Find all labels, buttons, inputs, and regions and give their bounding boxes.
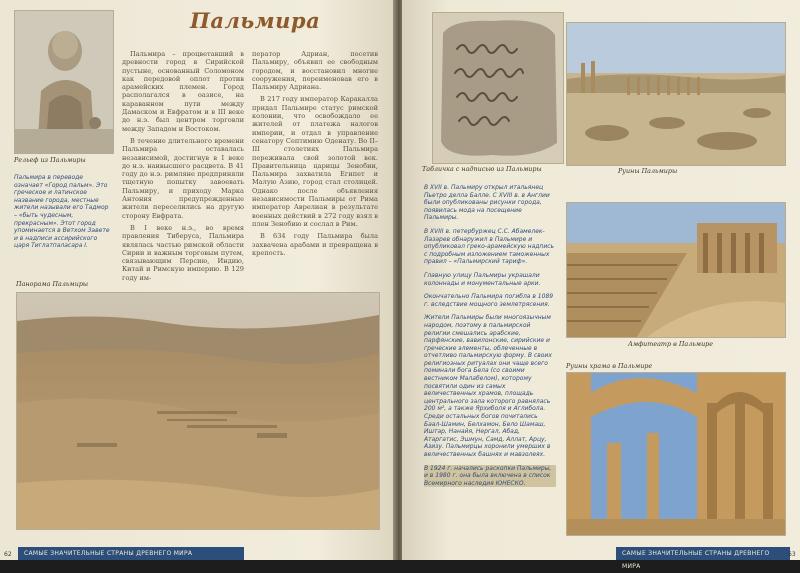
footer-bar — [18, 547, 244, 560]
temple-image — [567, 373, 785, 535]
note-text: Главную улицу Пальмиры украшали колоннады и монументальные арки. — [424, 271, 541, 287]
ruins-caption: Руины Пальмиры — [618, 167, 678, 175]
footer-text: САМЫЕ ЗНАЧИТЕЛЬНЫЕ СТРАНЫ ДРЕВНЕГО МИРА — [622, 550, 770, 570]
text-column-2 — [252, 50, 378, 261]
paragraph: ператор Адриан, посетив Пальмиру, объявил ее свободным городом, и восстановил многие сооружения, переименовав его в Пальмиру Адриана. — [252, 50, 378, 92]
ruins-photo — [566, 22, 786, 166]
right-notes — [424, 184, 556, 493]
relief-caption: Рельеф из Пальмиры — [14, 156, 86, 164]
footer-bar — [616, 547, 790, 570]
amphitheater-caption: Амфитеатр в Пальмире — [628, 340, 714, 348]
left-page — [0, 0, 396, 560]
panorama-image — [17, 293, 379, 529]
temple-caption: Руины храма в Пальмире — [566, 362, 653, 370]
note-text: В XVII в. Пальмиру открыл итальянец Пьетро делла Балле. С XVIII в. в Англии были опубликованы рисунки города, появилась мода на посещение Пальмиры. — [424, 184, 550, 222]
panorama-caption: Панорама Пальмиры — [16, 280, 89, 288]
text-column-1 — [122, 50, 244, 286]
note-text: В 1924 г. начались раскопки Пальмиры, и в 1980 г. она была включена в список Всемирного наследия ЮНЕСКО. — [424, 465, 556, 488]
paragraph: В 217 году император Каракалла придал Пальмире статус римской колонии, что освобождало ее жителей от платежа налогов империи, и отдал в управление сенатору Септимию Оденату. Во II–III столетиях Пальмира переживала свой золотой век. Правительница царицы Зенобии, Пальмира захватила Египет и Малую Азию, город стал столицей. Однако после объявления независимости Пальмиры от Рима император Аврелиан в результате военных действий в 272 году взял в плен Зенобию и сослал в Рим. — [252, 95, 378, 228]
palmyra-name-note — [14, 174, 112, 256]
paragraph: Пальмира – процветавший в древности город в Сирийской пустыне, основанный Соломоном как передовой оплот против арамейских племен. Город располагался в оазисе, на караванном пути между Дамаском и Евфратом и в III веке до н.э. был центром торговли между Западом и Востоком. — [122, 50, 244, 133]
relief-image — [15, 11, 113, 153]
tablet-caption: Табличка с надписью из Пальмиры — [422, 165, 542, 173]
paragraph: В течение длительного времени Пальмира оставалась независимой, достигнув в I веке до н.э. наивысшего расцвета. В 41 году до н.э. римляне предприняли тщетную попытку завоевать Пальмиру, и приходу Марка Антония предупрежденные жители переселились на другую сторону Евфрата. — [122, 136, 244, 220]
page-title: Пальмира — [190, 8, 321, 33]
tablet-image — [433, 13, 563, 163]
note-text: Окончательно Пальмира погибла в 1089 г. вследствие мощного землетрясения. — [424, 293, 554, 308]
page-number: 62 — [4, 551, 12, 558]
paragraph: В I веке н.э., во время правления Тиберуса, Пальмира являлась частью римской области Сирии и важным торговым путем, связывающим Персию, Индию, Китай и Римскую империю. В 129 году им- — [122, 223, 244, 282]
note-text: Жители Пальмиры были многоязычным народом, поэтому в пальмирской религии смешались арабские, парфянские, вавилонские, сирийские и греческие элементы, облеченные в отчетливо пальмирскую форму. В своих религиозных ритуалах они чаще всего поминали бога Бела (со своими вестником Малабелом), которому посвятили один из самых величественных храмов, площадь центрального зала которого равнялась 200 м², а также Ярхиболя и Аглибола. Среди остальных богов почитались Баал-Шамин, Белхамон, Бело Шамаш, Иштар, Нанайя, Нергал, Абад, Атаргатис, Эшмун, Самд, Аллат, Арцу, Азизу. Пальмирцы хоронили умерших в величественных башнях и мавзолеях. — [424, 314, 552, 458]
temple-photo — [566, 372, 786, 536]
footer-text: САМЫЕ ЗНАЧИТЕЛЬНЫЕ СТРАНЫ ДРЕВНЕГО МИРА — [24, 550, 193, 557]
relief-photo — [14, 10, 114, 154]
panorama-photo — [16, 292, 380, 530]
ruins-image — [567, 23, 785, 165]
page-number: 63 — [788, 551, 796, 558]
tablet-photo — [432, 12, 564, 164]
note-text: Пальмира в переводе означает «Город пальм». Это греческое и латинское название города, местные жители называли его Тадмор – «быть чудесным, прекрасным». Этот город упоминается в Ветхом Завете и в надписи ассирийского царя Тиглатпаласара I. — [14, 174, 110, 250]
amphitheater-photo — [566, 202, 786, 338]
note-text: В XVIII в. петербуржец С.С. Абамелек-Лазарев обнаружил в Пальмире и опубликовал греко-арамейскую надпись с подробным изложением таможенных правил – «Пальмирский тариф». — [424, 227, 555, 266]
right-page — [402, 0, 800, 570]
amphitheater-image — [567, 203, 785, 337]
paragraph: В 634 году Пальмира была захвачена арабами и превращена в крепость. — [252, 232, 378, 257]
